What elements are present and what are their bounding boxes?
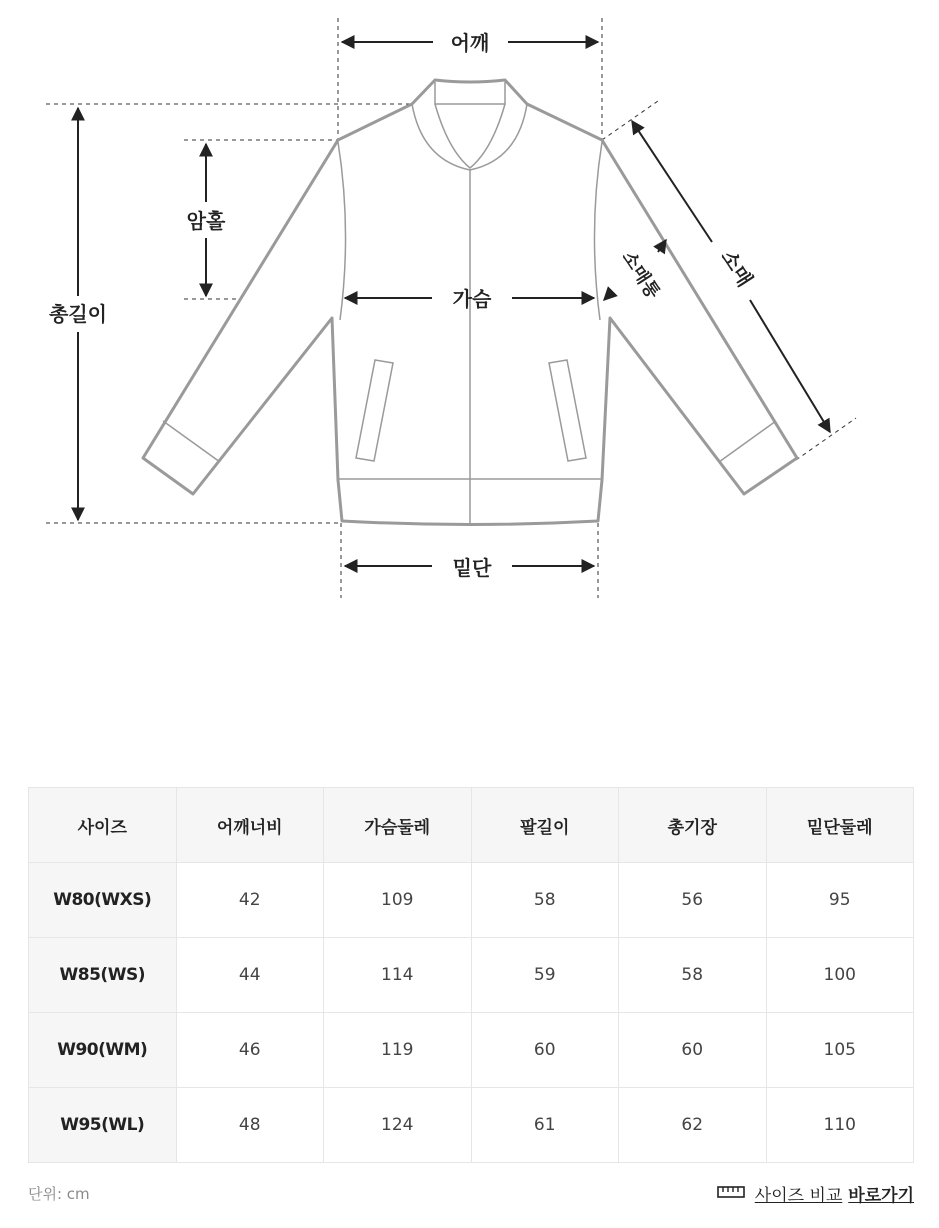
table-cell: 48 bbox=[176, 1088, 324, 1163]
table-row bbox=[29, 1013, 914, 1088]
label-total-length: 총길이 bbox=[49, 302, 107, 326]
header-chest: 가슴둘레 bbox=[324, 788, 472, 863]
table-cell: 60 bbox=[471, 1013, 619, 1088]
label-shoulder: 어깨 bbox=[450, 31, 490, 55]
label-sleeve-width: 소매통 bbox=[617, 247, 664, 303]
table-cell: 105 bbox=[766, 1013, 914, 1088]
size-label: W80(WXS) bbox=[29, 863, 177, 938]
size-label: W90(WM) bbox=[29, 1013, 177, 1088]
header-shoulder-width: 어깨너비 bbox=[176, 788, 324, 863]
header-hem: 밑단둘레 bbox=[766, 788, 914, 863]
table-cell: 114 bbox=[324, 938, 472, 1013]
unit-note: 단위: cm bbox=[28, 1185, 90, 1203]
header-arm-length: 팔길이 bbox=[471, 788, 619, 863]
table-cell: 119 bbox=[324, 1013, 472, 1088]
table-cell: 124 bbox=[324, 1088, 472, 1163]
size-table bbox=[28, 787, 914, 1163]
header-size: 사이즈 bbox=[29, 788, 177, 863]
table-cell: 46 bbox=[176, 1013, 324, 1088]
label-sleeve: 소매 bbox=[716, 245, 758, 291]
ruler-icon bbox=[717, 1184, 745, 1204]
size-label: W85(WS) bbox=[29, 938, 177, 1013]
table-cell: 62 bbox=[619, 1088, 767, 1163]
label-armhole: 암홀 bbox=[186, 209, 226, 233]
label-chest: 가슴 bbox=[452, 287, 492, 311]
size-compare-shortcut: 바로가기 bbox=[848, 1186, 914, 1206]
table-cell: 60 bbox=[619, 1013, 767, 1088]
size-compare-link[interactable] bbox=[717, 1181, 914, 1206]
size-label: W95(WL) bbox=[29, 1088, 177, 1163]
size-compare-text: 사이즈 비교 bbox=[754, 1186, 843, 1206]
table-cell: 58 bbox=[619, 938, 767, 1013]
header-total-length: 총기장 bbox=[619, 788, 767, 863]
table-cell: 100 bbox=[766, 938, 914, 1013]
table-cell: 56 bbox=[619, 863, 767, 938]
table-cell: 59 bbox=[471, 938, 619, 1013]
table-cell: 42 bbox=[176, 863, 324, 938]
table-cell: 58 bbox=[471, 863, 619, 938]
table-cell: 95 bbox=[766, 863, 914, 938]
table-row bbox=[29, 863, 914, 938]
table-cell: 110 bbox=[766, 1088, 914, 1163]
table-cell: 109 bbox=[324, 863, 472, 938]
table-row bbox=[29, 1088, 914, 1163]
size-table-header-row bbox=[29, 788, 914, 863]
label-hem: 밑단 bbox=[452, 556, 492, 580]
table-row bbox=[29, 938, 914, 1013]
table-cell: 61 bbox=[471, 1088, 619, 1163]
table-cell: 44 bbox=[176, 938, 324, 1013]
